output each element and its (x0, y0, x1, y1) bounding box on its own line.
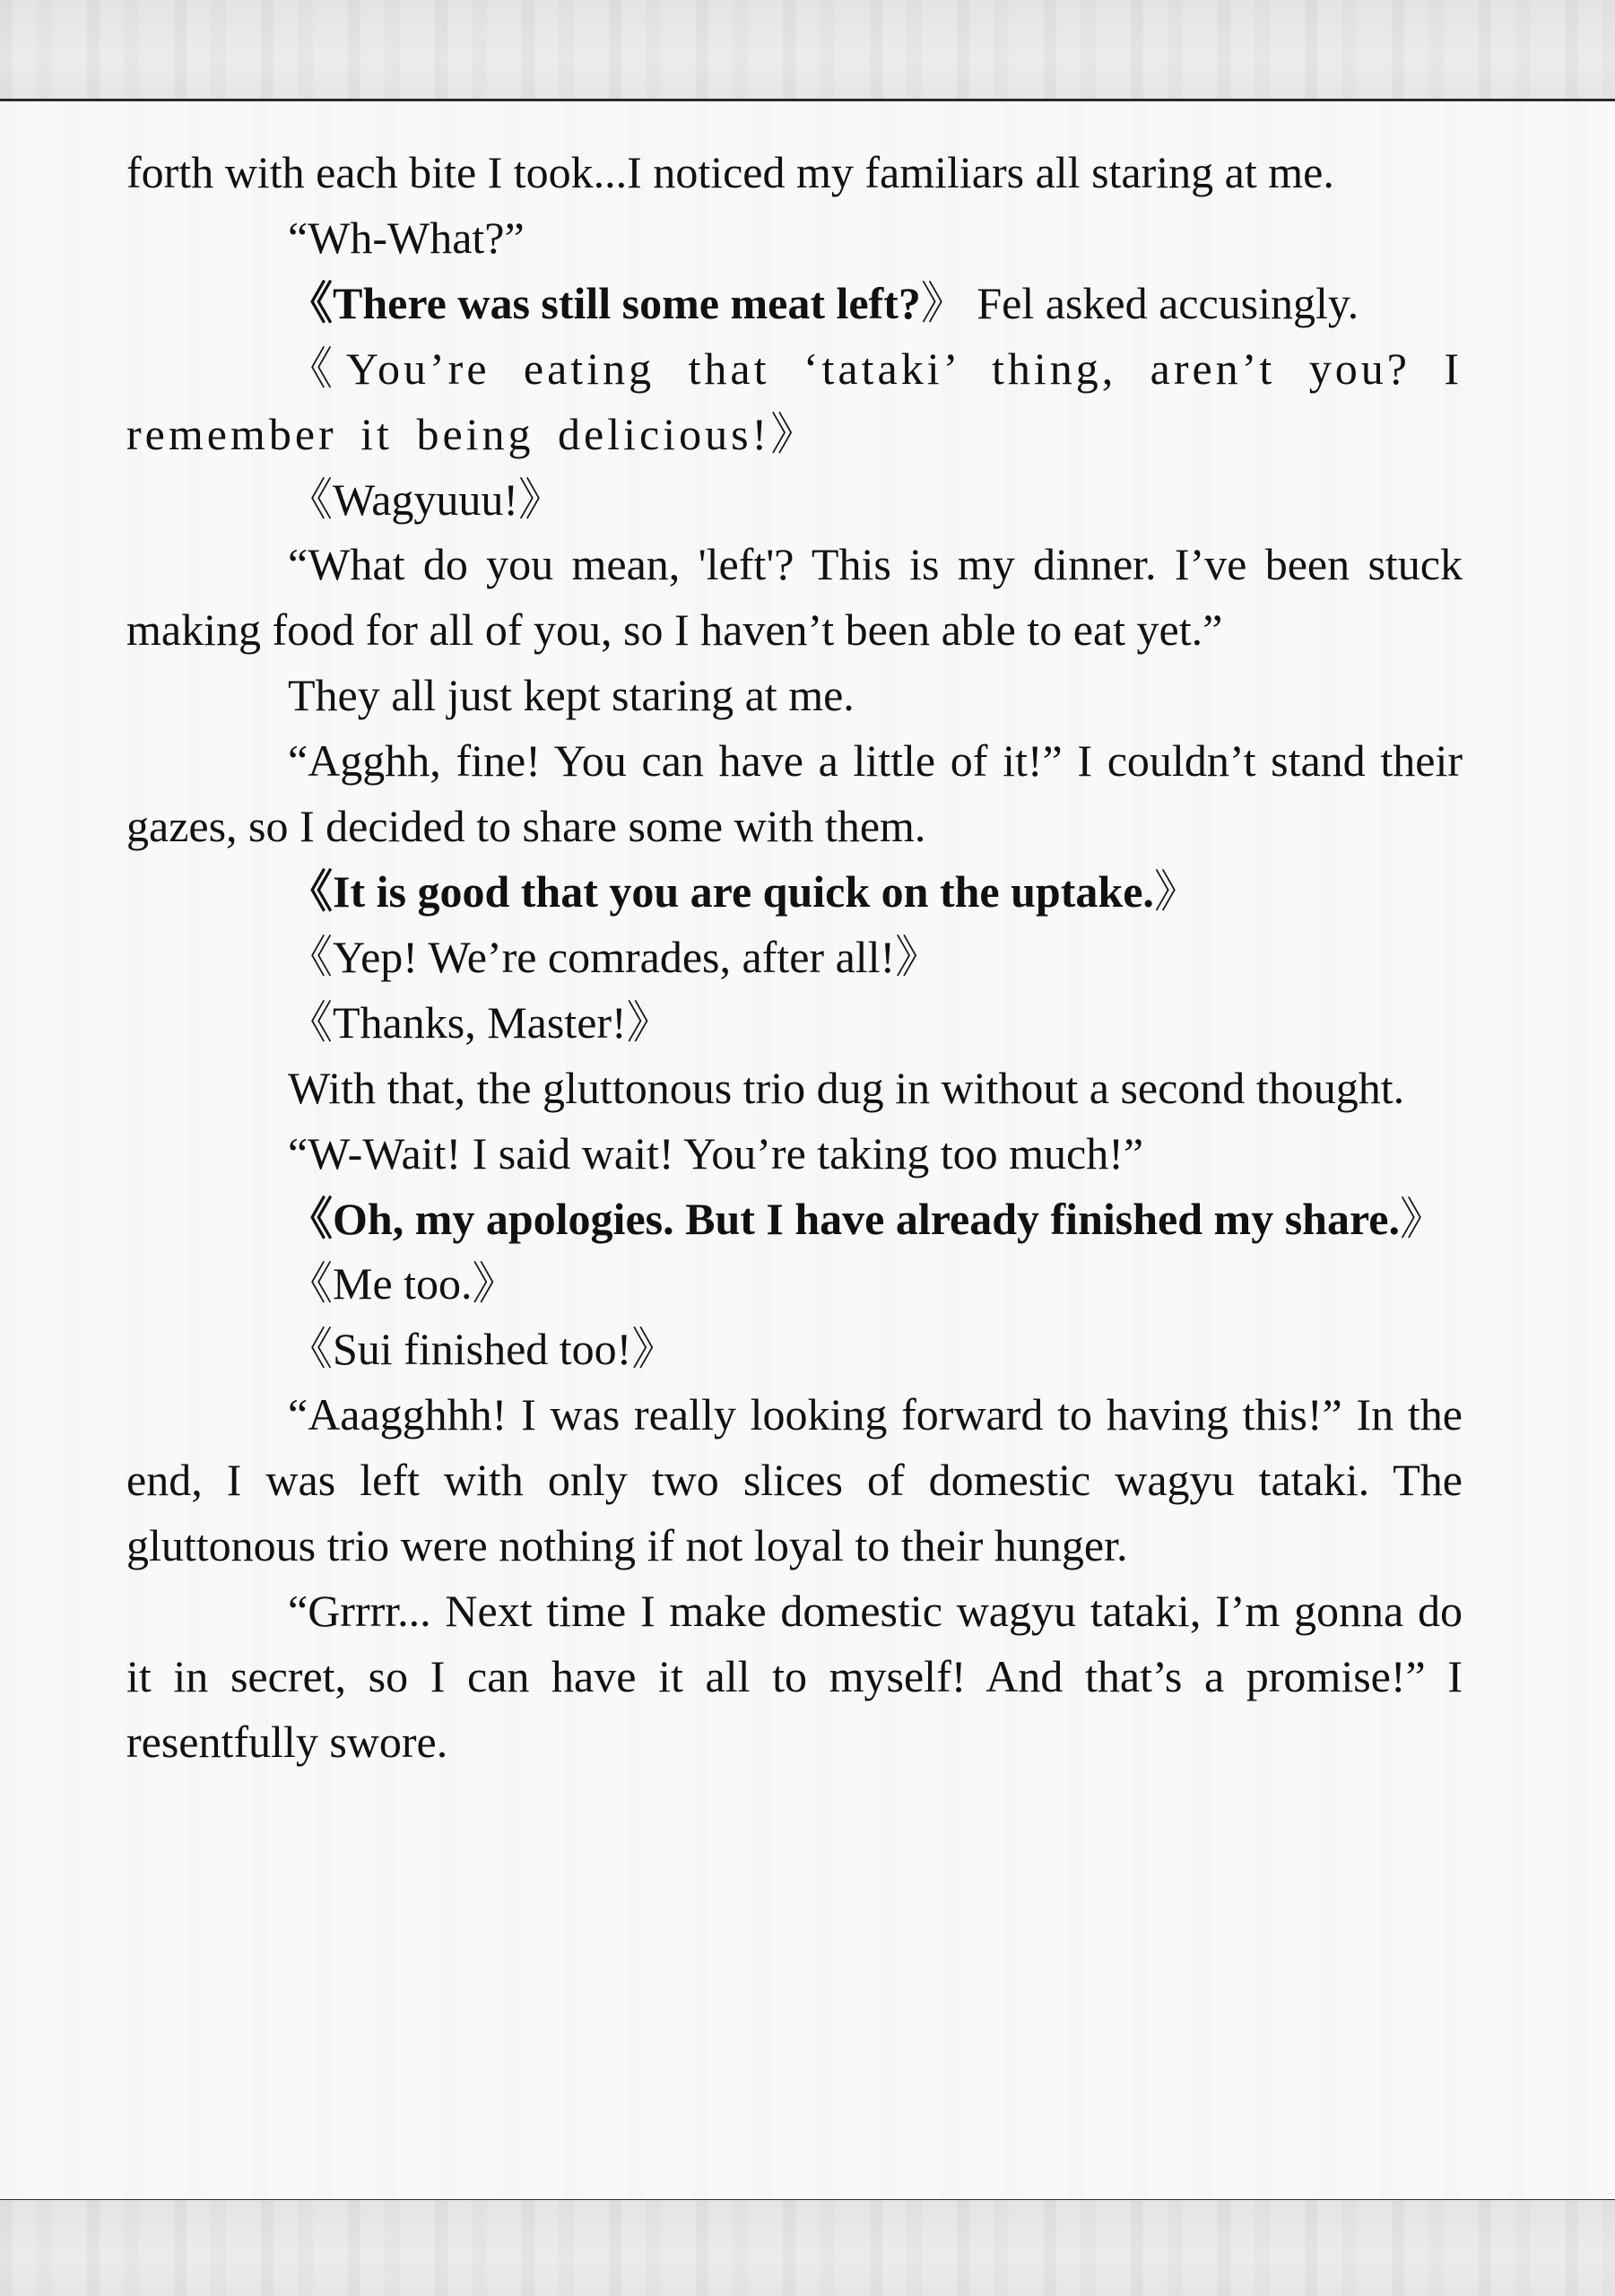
paragraph (126, 532, 1463, 663)
paragraph (126, 925, 1463, 990)
text-run: “What do you mean, 'left'? This is my dinner. I’ve been stuck making food for all of you, so I haven’t been able to eat yet.” (126, 539, 1463, 656)
text-run: 《Me too.》 (288, 1258, 517, 1309)
paragraph (126, 728, 1463, 859)
paragraph (126, 1382, 1463, 1578)
bottom-margin-texture (0, 2200, 1615, 2296)
top-margin-texture (0, 0, 1615, 99)
text-run: 《Wagyuuu!》 (288, 474, 564, 525)
paragraph (126, 1121, 1463, 1187)
text-run: With that, the gluttonous trio dug in without a second thought. (288, 1062, 1405, 1113)
paragraph (126, 859, 1463, 925)
paragraph (126, 271, 1463, 336)
paragraph (126, 1251, 1463, 1317)
text-run: 》 Fel asked accusingly. (920, 277, 1359, 328)
text-run: 》 (1399, 1193, 1445, 1244)
paragraph (126, 1317, 1463, 1382)
paragraph (126, 663, 1463, 728)
text-run: “Aaagghhh! I was really looking forward to having this!” In the end, I was left with only two slices of domestic wagyu tataki. The gluttonous trio were nothing if not loyal to their hunger. (126, 1389, 1463, 1571)
paragraph (126, 467, 1463, 533)
text-run: 》 (1153, 865, 1199, 917)
paragraph (126, 140, 1463, 205)
bold-dialogue: 《There was still some meat left? (288, 277, 921, 328)
paragraph (126, 1578, 1463, 1775)
text-run: 《Sui finished too!》 (288, 1324, 677, 1375)
text-run: They all just kept staring at me. (288, 670, 855, 721)
text-run: 《Thanks, Master!》 (288, 996, 672, 1048)
paragraph (126, 205, 1463, 271)
text-run: 《You’re eating that ‘tataki’ thing, aren’t you? I remember it being delicious!》 (126, 343, 1463, 459)
text-run: “Grrrr... Next time I make domestic wagyu tataki, I’m gonna do it in secret, so I can have it all to myself! And that’s a promise!” I resentfully swore. (126, 1585, 1463, 1767)
text-run: “W-Wait! I said wait! You’re taking too much!” (288, 1127, 1144, 1178)
text-run: 《Yep! We’re comrades, after all!》 (288, 931, 941, 982)
body-text (126, 140, 1463, 1775)
text-run: “Agghh, fine! You can have a little of it!” I couldn’t stand their gazes, so I decided to share some with them. (126, 735, 1463, 852)
bold-dialogue: 《Oh, my apologies. But I have already finished my share. (288, 1193, 1400, 1244)
bold-dialogue: 《It is good that you are quick on the uptake. (288, 865, 1154, 917)
text-run: forth with each bite I took...I noticed my familiars all staring at me. (126, 147, 1334, 197)
paragraph (126, 1056, 1463, 1121)
text-run: “Wh-What?” (288, 212, 525, 263)
paragraph (126, 1187, 1463, 1252)
paragraph (126, 336, 1463, 467)
paragraph (126, 990, 1463, 1056)
